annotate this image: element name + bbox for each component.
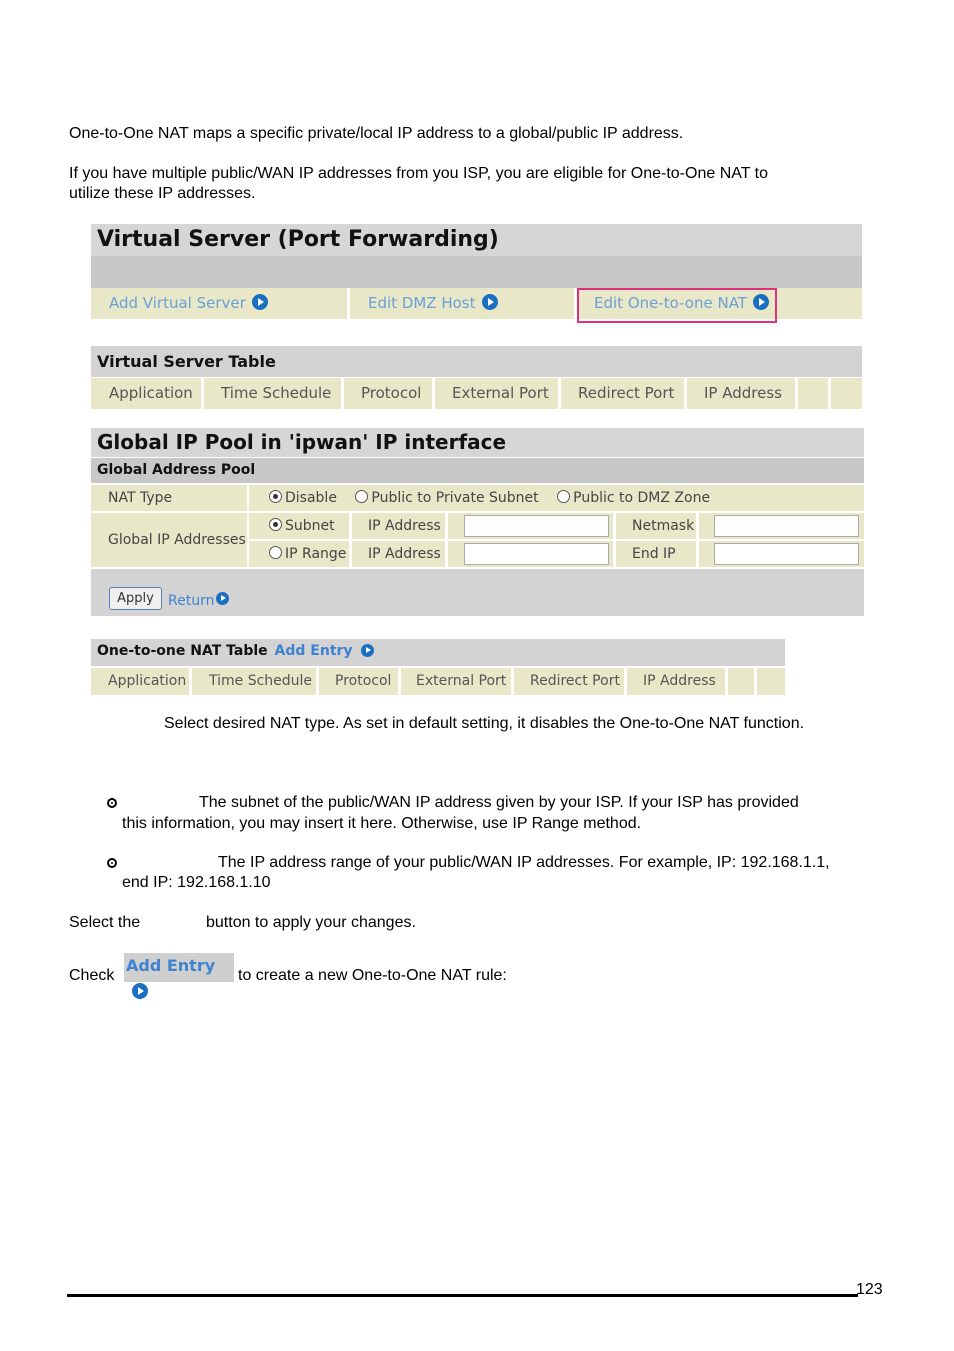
footer-rule: [67, 1294, 858, 1297]
radio-icon: [557, 490, 570, 503]
global-ip-pool-title: Global IP Pool in 'ipwan' IP interface: [91, 428, 864, 457]
ip-range-option-label: IP Range: [285, 546, 347, 562]
page-number: 123: [856, 1281, 883, 1298]
vst-col-empty-1: [798, 378, 828, 409]
vst-col-time-schedule: Time Schedule: [204, 378, 341, 409]
virtual-server-table: [91, 346, 862, 409]
apply-instruction-post: button to apply your changes.: [206, 914, 416, 931]
bullet-icon: [107, 798, 117, 808]
add-virtual-server-label: Add Virtual Server: [109, 294, 246, 312]
range-description-2: end IP: 192.168.1.10: [122, 874, 271, 891]
apply-instruction-pre: Select the: [69, 914, 141, 931]
subnet-option-label: Subnet: [285, 518, 335, 534]
nat-table-header: [91, 639, 785, 666]
nat-col-redirect-port: Redirect Port: [514, 668, 624, 695]
nat-option-disable-label: Disable: [285, 490, 337, 506]
range-ip-address-input[interactable]: [464, 543, 609, 565]
range-ip-address-label: IP Address: [352, 541, 445, 567]
vst-col-ip-address: IP Address: [687, 378, 795, 409]
edit-dmz-host-label: Edit DMZ Host: [368, 294, 476, 312]
virtual-server-table-title: Virtual Server Table: [91, 346, 862, 377]
nat-type-label: NAT Type: [91, 485, 247, 511]
add-virtual-server-link[interactable]: [91, 288, 347, 319]
check-instruction-post: to create a new One-to-One NAT rule:: [238, 967, 507, 984]
vst-col-external-port: External Port: [435, 378, 558, 409]
arrow-right-icon: [482, 294, 498, 310]
radio-selected-icon: [269, 490, 282, 503]
global-address-pool-subtitle: Global Address Pool: [91, 458, 864, 483]
ip-range-option[interactable]: [249, 541, 349, 567]
intro-text-2b: utilize these IP addresses.: [69, 185, 256, 202]
end-ip-input[interactable]: [714, 543, 859, 565]
radio-selected-icon: [269, 518, 282, 531]
nat-col-external-port: External Port: [401, 668, 511, 695]
add-entry-label: Add Entry: [274, 643, 353, 659]
return-label: Return: [168, 593, 215, 609]
subnet-description-1: The subnet of the public/WAN IP address given by your ISP. If your ISP has provided: [199, 794, 799, 811]
vst-col-application: Application: [91, 378, 201, 409]
global-ip-pool-panel: [91, 428, 864, 616]
nat-type-options: [249, 485, 864, 511]
apply-button[interactable]: Apply: [109, 587, 162, 610]
end-ip-label: End IP: [616, 541, 696, 567]
virtual-server-panel: [91, 224, 862, 320]
intro-text-1: One-to-One NAT maps a specific private/local IP address to a global/public IP address.: [69, 125, 684, 142]
virtual-server-title: Virtual Server (Port Forwarding): [91, 224, 862, 256]
nat-col-ip-address: IP Address: [627, 668, 725, 695]
arrow-right-icon: [132, 983, 148, 999]
subnet-ip-address-input[interactable]: [464, 515, 609, 537]
arrow-right-icon: [361, 644, 374, 657]
netmask-label: Netmask: [616, 513, 696, 539]
nat-col-protocol: Protocol: [319, 668, 398, 695]
bullet-icon: [107, 858, 117, 868]
header-spacer: [91, 256, 862, 288]
edit-one-to-one-nat-label: Edit One-to-one NAT: [594, 294, 747, 312]
nat-option-public-to-dmz-label: Public to DMZ Zone: [573, 490, 711, 506]
nat-type-description: Select desired NAT type. As set in default setting, it disables the One-to-One NAT function.: [164, 715, 805, 732]
return-link[interactable]: [168, 592, 229, 610]
nat-option-disable[interactable]: [269, 490, 337, 506]
nat-option-public-to-dmz[interactable]: [557, 490, 710, 506]
nat-col-time-schedule: Time Schedule: [192, 668, 316, 695]
subnet-description-2: this information, you may insert it here. Otherwise, use IP Range method.: [122, 815, 642, 832]
arrow-right-icon: [252, 294, 268, 310]
nat-table-title: One-to-one NAT Table: [97, 643, 268, 659]
vst-col-protocol: Protocol: [344, 378, 432, 409]
nat-option-public-to-private[interactable]: [355, 490, 538, 506]
vst-col-redirect-port: Redirect Port: [561, 378, 684, 409]
arrow-right-icon: [216, 592, 229, 605]
nat-col-application: Application: [91, 668, 189, 695]
add-entry-link[interactable]: [273, 643, 374, 659]
nat-col-empty-1: [728, 668, 754, 695]
subnet-option[interactable]: [249, 513, 349, 539]
check-instruction-pre: Check: [69, 967, 115, 984]
intro-text-2a: If you have multiple public/WAN IP addresses from you ISP, you are eligible for One-to-One NAT to: [69, 165, 768, 182]
edit-dmz-host-link[interactable]: [350, 288, 574, 319]
netmask-input[interactable]: [714, 515, 859, 537]
one-to-one-nat-table: [91, 639, 785, 695]
vst-col-empty-2: [831, 378, 862, 409]
highlight-box: [577, 288, 777, 323]
nat-option-public-to-private-label: Public to Private Subnet: [371, 490, 539, 506]
add-entry-image-label: Add Entry: [126, 956, 216, 975]
subnet-ip-address-label: IP Address: [352, 513, 445, 539]
radio-icon: [355, 490, 368, 503]
add-entry-image: [124, 953, 234, 982]
nat-col-empty-2: [757, 668, 785, 695]
range-description-1: The IP address range of your public/WAN IP addresses. For example, IP: 192.168.1.1,: [218, 854, 830, 871]
global-ip-addresses-label: Global IP Addresses: [91, 513, 247, 567]
radio-icon: [269, 546, 282, 559]
